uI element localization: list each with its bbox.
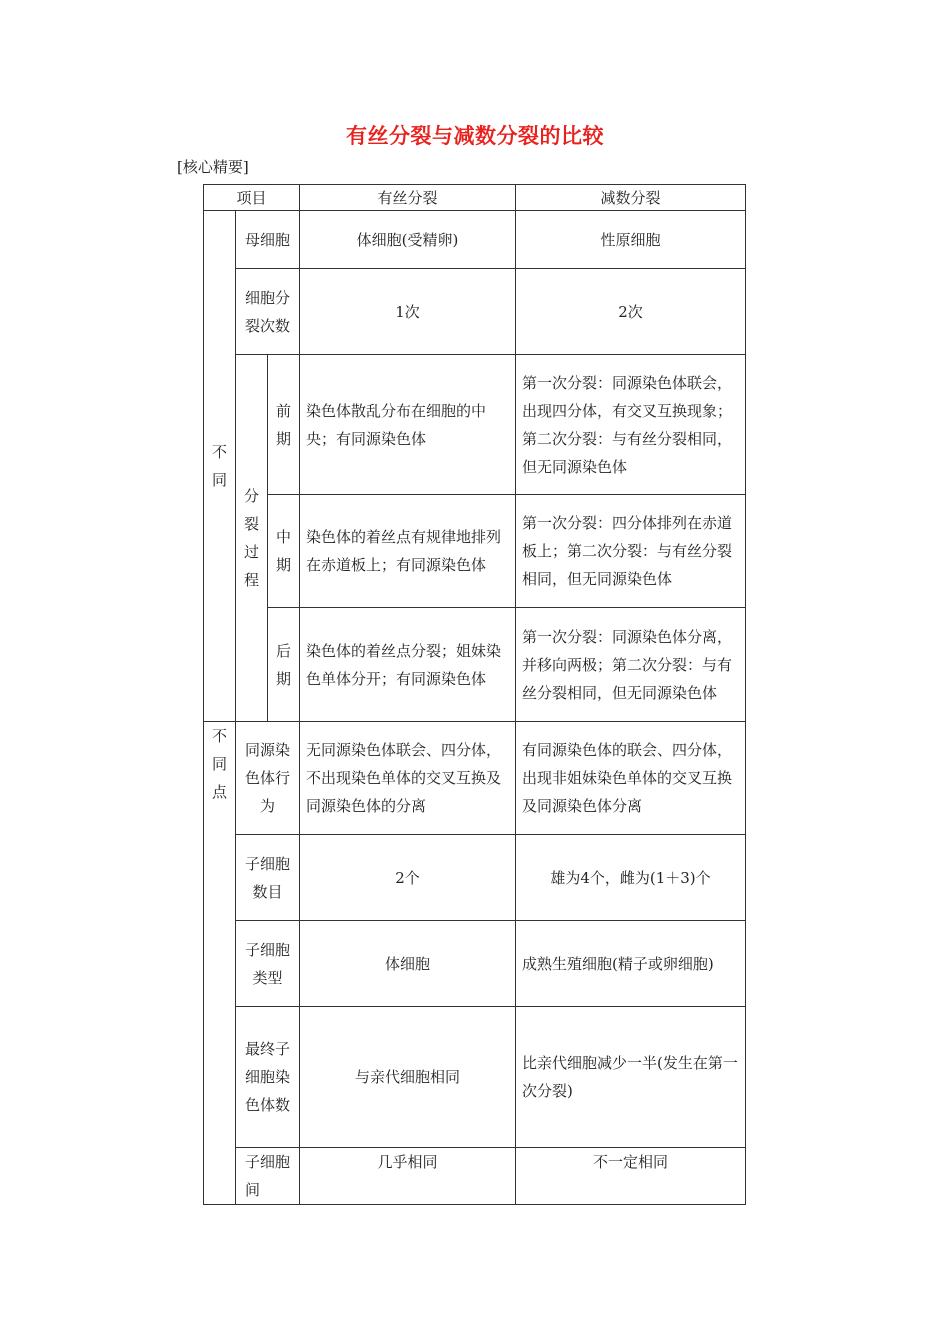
table-row <box>204 608 746 722</box>
mother-cell-meiosis: 性原细胞 <box>516 211 746 269</box>
table-row <box>204 269 746 355</box>
row-label-homolog: 同源染色体行为 <box>236 722 300 835</box>
daughter-type-mitosis: 体细胞 <box>300 921 516 1007</box>
group-label-butongdian: 不同点 <box>204 722 236 1205</box>
division-times-mitosis: 1次 <box>300 269 516 355</box>
table-row <box>204 835 746 921</box>
row-label-division-times: 细胞分裂次数 <box>236 269 300 355</box>
final-chromosome-mitosis: 与亲代细胞相同 <box>300 1007 516 1148</box>
row-label-daughter-count: 子细胞数目 <box>236 835 300 921</box>
header-meiosis: 减数分裂 <box>516 185 746 211</box>
final-chromosome-meiosis: 比亲代细胞减少一半(发生在第一次分裂) <box>516 1007 746 1148</box>
table-row <box>204 355 746 495</box>
daughter-count-mitosis: 2个 <box>300 835 516 921</box>
table-header-row <box>204 185 746 211</box>
mother-cell-mitosis: 体细胞(受精卵) <box>300 211 516 269</box>
metaphase-mitosis: 染色体的着丝点有规律地排列在赤道板上；有同源染色体 <box>300 495 516 608</box>
table-row <box>204 211 746 269</box>
row-label-mother-cell: 母细胞 <box>236 211 300 269</box>
table-row <box>204 1148 746 1205</box>
table-row <box>204 495 746 608</box>
row-label-daughter-type: 子细胞类型 <box>236 921 300 1007</box>
prophase-mitosis: 染色体散乱分布在细胞的中央；有同源染色体 <box>300 355 516 495</box>
table-row <box>204 921 746 1007</box>
group-label-butong: 不同 <box>204 211 236 722</box>
daughter-count-meiosis: 雄为4个，雌为(1＋3)个 <box>516 835 746 921</box>
table-row <box>204 1007 746 1148</box>
section-tag: [核心精要] <box>177 158 249 176</box>
row-label-between: 子细胞间 <box>236 1148 300 1205</box>
header-item: 项目 <box>204 185 300 211</box>
row-label-anaphase: 后期 <box>268 608 300 722</box>
between-mitosis: 几乎相同 <box>300 1148 516 1205</box>
anaphase-mitosis: 染色体的着丝点分裂；姐妹染色单体分开；有同源染色体 <box>300 608 516 722</box>
group-label-process: 分裂过程 <box>236 355 268 722</box>
between-meiosis: 不一定相同 <box>516 1148 746 1205</box>
table-row <box>204 722 746 835</box>
row-label-metaphase: 中期 <box>268 495 300 608</box>
comparison-table <box>203 184 746 1205</box>
row-label-final-chromosome: 最终子细胞染色体数 <box>236 1007 300 1148</box>
metaphase-meiosis: 第一次分裂：四分体排列在赤道板上；第二次分裂：与有丝分裂相同，但无同源染色体 <box>516 495 746 608</box>
page-title: 有丝分裂与减数分裂的比较 <box>346 124 604 148</box>
daughter-type-meiosis: 成熟生殖细胞(精子或卵细胞) <box>516 921 746 1007</box>
division-times-meiosis: 2次 <box>516 269 746 355</box>
homolog-mitosis: 无同源染色体联会、四分体，不出现染色单体的交叉互换及同源染色体的分离 <box>300 722 516 835</box>
prophase-meiosis: 第一次分裂：同源染色体联会，出现四分体，有交叉互换现象；第二次分裂：与有丝分裂相同，但无同源染色体 <box>516 355 746 495</box>
header-mitosis: 有丝分裂 <box>300 185 516 211</box>
anaphase-meiosis: 第一次分裂：同源染色体分离，并移向两极；第二次分裂：与有丝分裂相同，但无同源染色体 <box>516 608 746 722</box>
row-label-prophase: 前期 <box>268 355 300 495</box>
homolog-meiosis: 有同源染色体的联会、四分体，出现非姐妹染色单体的交叉互换及同源染色体分离 <box>516 722 746 835</box>
